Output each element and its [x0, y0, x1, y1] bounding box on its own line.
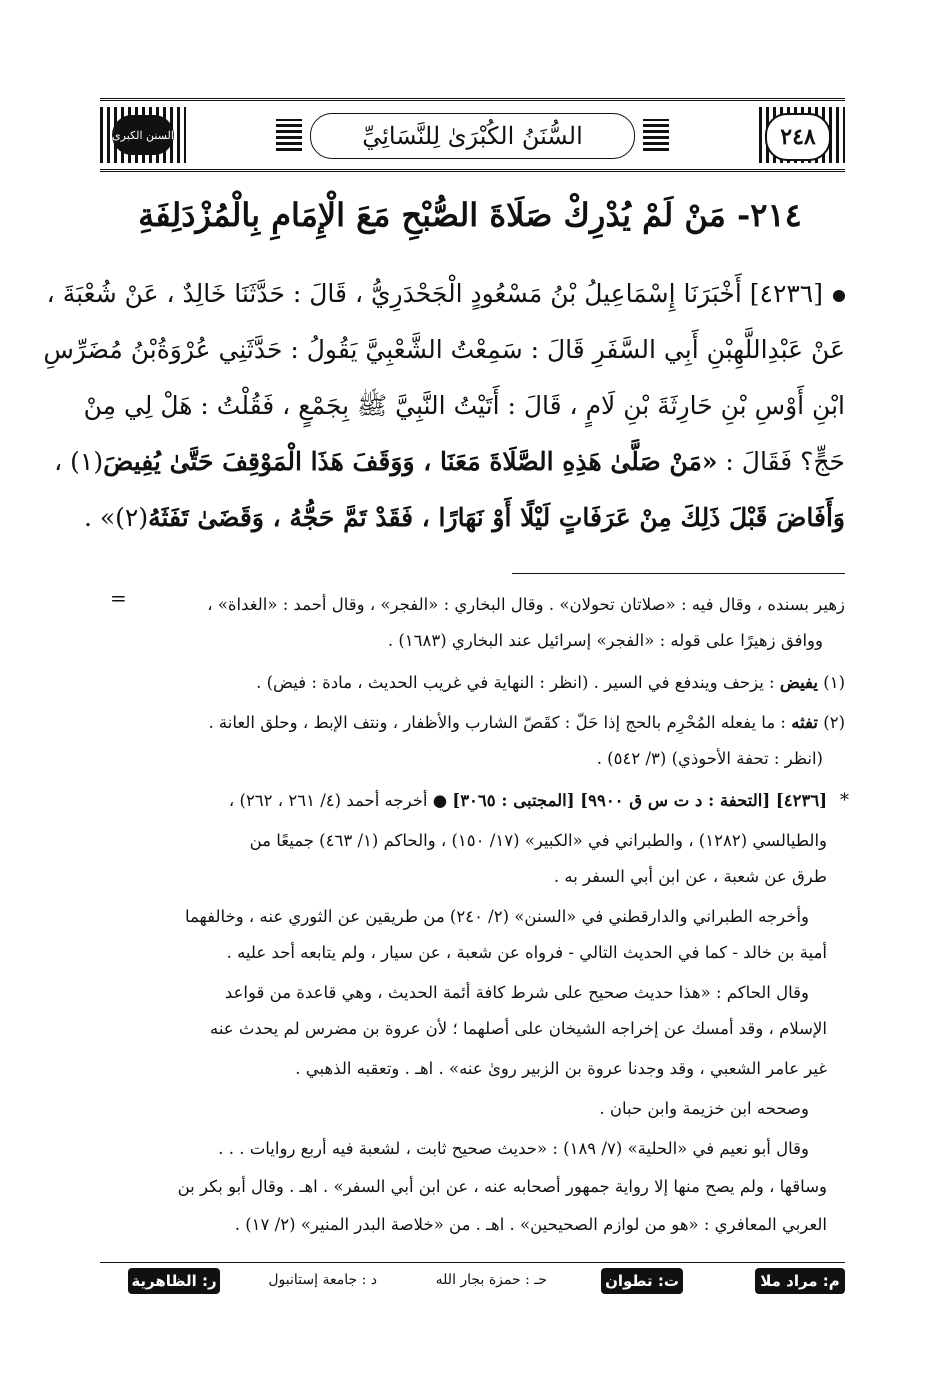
takhrij-line-9: وصححه ابن خزيمة وابن حبان .	[599, 1099, 809, 1118]
footnote-continued-2: ووافق زهيرًا على قوله : «الفجر» إسرائيل عند البخاري (١٦٨٣) .	[387, 631, 823, 650]
takhrij-line-4: وأخرجه الطبراني والدارقطني في «السنن» (٢/ ٢٤٠) من طريقين عن الثوري عنه ، وخالفهما	[184, 907, 809, 926]
takhrij-line-12: العربي المعافري : «هو من لوازم الصحيحين» . اهـ . من «خلاصة البدر المنير» (٢/ ١٧) .	[234, 1215, 827, 1234]
book-title: السُّنَنُ الكُبْرَىٰ لِلنَّسَائِيِّ	[310, 113, 635, 159]
footnote-text: : ما يفعله المُحْرِم بالحج إذا حَلّ : كقَصّ الشارب والأظفار ، ونتف الإبط ، وحلق العانة .	[208, 713, 792, 732]
footnote-ref-2: (٢)» .	[83, 503, 149, 532]
prophet-saying: «مَنْ صَلَّىٰ هَذِهِ الصَّلَاةَ مَعَنَا ، وَوَقَفَ هَذَا الْمَوْقِفَ حَتَّىٰ يُفِيضَ	[103, 447, 718, 476]
takhrij-line-3: طرق عن شعبة ، عن ابن أبي السفر به .	[553, 867, 827, 886]
takhrij-line-8: غير عامر الشعبي ، وقد وجدنا عروة بن الزبير روىٰ عنه» . اهـ . وتعقبه الذهبي .	[295, 1059, 827, 1078]
manuscript-tag-r: ر: الظاهرية	[128, 1268, 220, 1294]
prophet-saying: وَأَفَاضَ قَبْلَ ذَلِكَ مِنْ عَرَفَاتٍ لَيْلًا أَوْ نَهَارًا ، فَقَدْ تَمَّ حَجُّهُ ، وَقَضَىٰ تَفَثَهُ	[148, 503, 845, 532]
footnote-continued-1: زهير بسنده ، وقال فيه : «صلاتان تحولان» . وقال البخاري : «الفجر» ، وقال أحمد : «الغداة» ،	[207, 595, 845, 614]
takhrij-line-10: وقال أبو نعيم في «الحلية» (٧/ ١٨٩) : «حديث صحيح ثابت ، لشعبة فيه أربع روايات . . .	[218, 1139, 809, 1158]
footnote-ref-1: (١) ،	[54, 447, 104, 476]
takhrij-line-1	[100, 790, 827, 812]
footnote-2-ref: (انظر : تحفة الأحوذي) (٣/ ٥٤٢) .	[596, 749, 823, 768]
page-header	[100, 98, 845, 172]
takhrij-line-6: وقال الحاكم : «هذا حديث صحيح على شرط كافة أئمة الحديث ، وهي قاعدة من قواعد	[224, 983, 809, 1002]
hadith-line-4	[54, 447, 845, 476]
takhrij-text: ● أخرجه أحمد (٤/ ٢٦١ ، ٢٦٢) ،	[228, 791, 453, 810]
manuscript-tag-m: م: مراد ملا	[755, 1268, 845, 1294]
hadith-line-5	[83, 503, 845, 532]
hadith-line-3: ابْنِ أَوْسِ بْنِ حَارِثَةَ بْنِ لَامٍ ، قَالَ : أَتَيْتُ النَّبِيَّ ﷺ بِجَمْعٍ ، فَقُلْتُ : هَلْ لِي مِنْ	[83, 391, 845, 420]
manuscript-d: د : جامعة إستانبول	[268, 1272, 377, 1288]
takhrij-line-7: الإسلام ، وقد أمسك عن إخراجه الشيخان على أصلهما ؛ لأن عروة بن مضرس لم يحدث عنه	[209, 1019, 827, 1038]
manuscript-tag-t: ت: تطوان	[601, 1268, 683, 1294]
continuation-mark: =	[110, 586, 127, 610]
footnote-1	[100, 672, 845, 694]
footnote-separator	[512, 573, 845, 574]
footnote-2	[100, 712, 845, 734]
takhrij-line-2: والطيالسي (١٢٨٢) ، والطبراني في «الكبير» (١٧/ ١٥٠) ، والحاكم (١/ ٤٦٣) جميعًا من	[249, 831, 827, 850]
takhrij-line-11: وساقها ، ولم يصح منها إلا رواية جمهور أصحابه عنه ، عن ابن أبي السفر» . اهـ . وقال أبو بكر بن	[177, 1177, 827, 1196]
hadith-line-1: [٤٢٣٦] أَخْبَرَنَا إِسْمَاعِيلُ بْنُ مَسْعُودٍ الْجَحْدَرِيُّ ، قَالَ : حَدَّثَنَا خَالِدٌ ، عَنْ شُعْبَةَ ،	[46, 279, 823, 308]
bullet-icon	[833, 290, 845, 302]
manuscript-h: حـ : حمزة بجار الله	[435, 1272, 547, 1288]
chapter-title: ٢١٤- مَنْ لَمْ يُدْرِكْ صَلَاةَ الصُّبْحِ مَعَ الْإِمَامِ بِالْمُزْدَلِفَةِ	[138, 196, 802, 234]
page-number: ٢٤٨	[765, 113, 831, 161]
footnote-term: يفيض	[779, 673, 818, 692]
hadith-line-2: عَنْ عَبْدِاللَّهِبْنِ أَبِي السَّفَرِ قَالَ : سَمِعْتُ الشَّعْبِيَّ يَقُولُ : حَدَّثَنِي عُرْوَةُبْنُ مُضَرِّسِ	[43, 335, 845, 364]
ornament-divider-icon	[276, 119, 302, 151]
footnote-number: (٢)	[818, 713, 845, 732]
footnote-term: تفثه	[791, 713, 818, 732]
hadith-text: حَجٍّ؟ فَقَالَ :	[717, 447, 845, 476]
takhrij-star-icon: *	[840, 790, 849, 811]
footnote-number: (١)	[818, 673, 845, 692]
footer-rule	[100, 1262, 845, 1263]
takhrij-refs: [٤٢٣٦] [التحفة : د ت س ق ٩٩٠٠] [المجتبى : ٣٠٦٥]	[452, 791, 827, 810]
ornament-divider-icon	[643, 119, 669, 151]
footnote-text: : يزحف ويندفع في السير . (انظر : النهاية في غريب الحديث ، مادة : فيض) .	[256, 673, 780, 692]
book-logo: السنن الكبرى	[112, 115, 174, 155]
takhrij-line-5: أمية بن خالد - كما في الحديث التالي - فرواه عن شعبة ، عن سيار ، ولم يتابعه أحد عليه .	[226, 943, 827, 962]
